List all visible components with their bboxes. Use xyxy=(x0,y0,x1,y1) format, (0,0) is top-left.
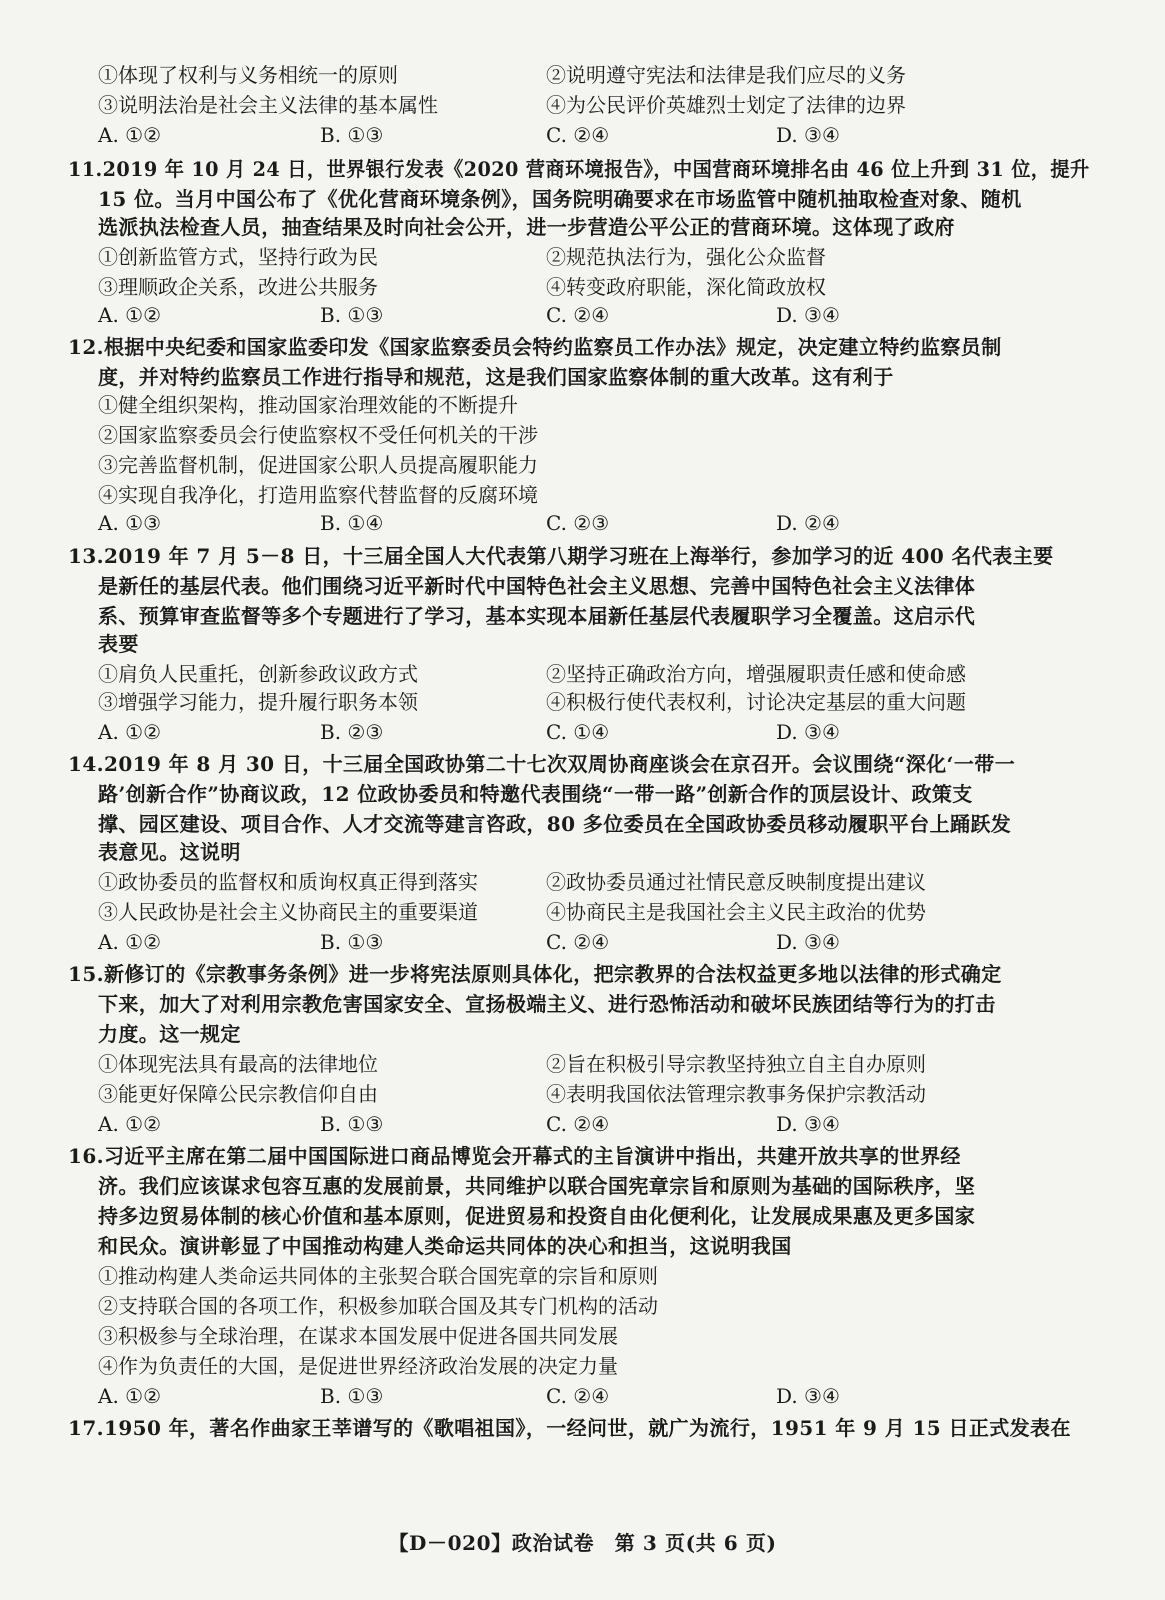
q12-stem-line-2: 度，并对特约监察员工作进行指导和规范，这是我们国家监察体制的重大改革。这有利于 xyxy=(98,365,894,389)
q14-option-2: ②政协委员通过社情民意反映制度提出建议 xyxy=(546,870,926,894)
q13-answer-d: D. ③④ xyxy=(776,720,840,744)
q15-answer-a: A. ①② xyxy=(98,1112,162,1136)
q17-stem-line-1: 17.1950 年，著名作曲家王莘谱写的《歌唱祖国》，一经问世，就广为流行，1951 年 9 月 15 日正式发表在 xyxy=(68,1416,1071,1440)
q11-stem-line-2: 15 位。当月中国公布了《优化营商环境条例》，国务院明确要求在市场监管中随机抽取检查对象、随机 xyxy=(98,187,1022,211)
q13-option-4: ④积极行使代表权利，讨论决定基层的重大问题 xyxy=(546,690,966,714)
q16-answer-a: A. ①② xyxy=(98,1384,162,1408)
q12-option-2: ②国家监察委员会行使监察权不受任何机关的干涉 xyxy=(98,423,538,447)
q11-option-2: ②规范执法行为，强化公众监督 xyxy=(546,245,826,269)
q11-answer-d: D. ③④ xyxy=(776,303,840,327)
q16-stem-line-3: 持多边贸易体制的核心价值和基本原则，促进贸易和投资自由化便利化，让发展成果惠及更多国家 xyxy=(98,1204,976,1228)
q16-option-2: ②支持联合国的各项工作，积极参加联合国及其专门机构的活动 xyxy=(98,1294,658,1318)
q10-answer-c: C. ②④ xyxy=(546,123,610,147)
q12-answer-c: C. ②③ xyxy=(546,511,610,535)
q13-stem-line-3: 系、预算审查监督等多个专题进行了学习，基本实现本届新任基层代表履职学习全覆盖。这启示代 xyxy=(98,604,976,628)
q11-option-1: ①创新监管方式，坚持行政为民 xyxy=(98,245,378,269)
q10-option-3: ③说明法治是社会主义法律的基本属性 xyxy=(98,93,438,117)
q14-stem-line-2: 路’创新合作”协商议政，12 位政协委员和特邀代表围绕“一带一路”创新合作的顶层设计、政策支 xyxy=(98,782,973,806)
q12-stem-line-1: 12.根据中央纪委和国家监委印发《国家监察委员会特约监察员工作办法》规定，决定建立特约监察员制 xyxy=(68,335,1002,359)
q16-stem-line-4: 和民众。演讲彰显了中国推动构建人类命运共同体的决心和担当，这说明我国 xyxy=(98,1234,792,1258)
q17-number: 17. xyxy=(68,1416,104,1440)
q13-stem-line-2: 是新任的基层代表。他们围绕习近平新时代中国特色社会主义思想、完善中国特色社会主义法律体 xyxy=(98,574,976,598)
q16-stem-line-1: 16.习近平主席在第二届中国国际进口商品博览会开幕式的主旨演讲中指出，共建开放共享的世界经 xyxy=(68,1144,961,1168)
q15-answer-b: B. ①③ xyxy=(320,1112,384,1136)
q14-answer-a: A. ①② xyxy=(98,930,162,954)
q11-answer-b: B. ①③ xyxy=(320,303,384,327)
q13-answer-a: A. ①② xyxy=(98,720,162,744)
q15-stem-line-3: 力度。这一规定 xyxy=(98,1022,241,1046)
q13-stem-line-1: 13.2019 年 7 月 5－8 日，十三届全国人大代表第八期学习班在上海举行，参加学习的近 400 名代表主要 xyxy=(68,544,1054,568)
q16-option-3: ③积极参与全球治理，在谋求本国发展中促进各国共同发展 xyxy=(98,1324,618,1348)
q12-option-3: ③完善监督机制，促进国家公职人员提高履职能力 xyxy=(98,453,538,477)
q10-option-1: ①体现了权利与义务相统一的原则 xyxy=(98,63,398,87)
q14-option-4: ④协商民主是我国社会主义民主政治的优势 xyxy=(546,900,926,924)
q11-answer-c: C. ②④ xyxy=(546,303,610,327)
q14-answer-d: D. ③④ xyxy=(776,930,840,954)
q14-stem-line-4: 表意见。这说明 xyxy=(98,840,241,864)
q15-stem-line-1: 15.新修订的《宗教事务条例》进一步将宪法原则具体化，把宗教界的合法权益更多地以法律的形式确定 xyxy=(68,962,1002,986)
q15-answer-d: D. ③④ xyxy=(776,1112,840,1136)
q12-answer-a: A. ①③ xyxy=(98,511,162,535)
q14-option-1: ①政协委员的监督权和质询权真正得到落实 xyxy=(98,870,478,894)
q16-option-4: ④作为负责任的大国，是促进世界经济政治发展的决定力量 xyxy=(98,1354,618,1378)
q11-number: 11. xyxy=(68,157,103,181)
q12-option-1: ①健全组织架构，推动国家治理效能的不断提升 xyxy=(98,393,518,417)
q16-option-1: ①推动构建人类命运共同体的主张契合联合国宪章的宗旨和原则 xyxy=(98,1264,658,1288)
q12-option-4: ④实现自我净化，打造用监察代替监督的反腐环境 xyxy=(98,483,538,507)
q15-number: 15. xyxy=(68,962,104,986)
q16-number: 16. xyxy=(68,1144,104,1168)
q14-answer-b: B. ①③ xyxy=(320,930,384,954)
q15-option-1: ①体现宪法具有最高的法律地位 xyxy=(98,1052,378,1076)
q13-option-3: ③增强学习能力，提升履行职务本领 xyxy=(98,690,418,714)
q12-answer-b: B. ①④ xyxy=(320,511,384,535)
q11-answer-a: A. ①② xyxy=(98,303,162,327)
q16-answer-c: C. ②④ xyxy=(546,1384,610,1408)
q13-stem-line-4: 表要 xyxy=(98,632,139,656)
q11-option-3: ③理顺政企关系，改进公共服务 xyxy=(98,275,378,299)
page-footer: 【D－020】政治试卷 第 3 页(共 6 页) xyxy=(388,1531,777,1555)
q15-stem-line-2: 下来，加大了对利用宗教危害国家安全、宣扬极端主义、进行恐怖活动和破坏民族团结等行为的打击 xyxy=(98,992,996,1016)
q14-option-3: ③人民政协是社会主义协商民主的重要渠道 xyxy=(98,900,478,924)
q12-number: 12. xyxy=(68,335,104,359)
q14-stem-line-3: 撑、园区建设、项目合作、人才交流等建言咨政，80 多位委员在全国政协委员移动履职平台上踊跃发 xyxy=(98,812,1012,836)
q11-stem-line-3: 选派执法检查人员，抽查结果及时向社会公开，进一步营造公平公正的营商环境。这体现了政府 xyxy=(98,215,955,239)
q13-option-1: ①肩负人民重托，创新参政议政方式 xyxy=(98,662,418,686)
q11-stem-line-1: 11.2019 年 10 月 24 日，世界银行发表《2020 营商环境报告》，中国营商环境排名由 46 位上升到 31 位，提升 xyxy=(68,157,1090,181)
q16-stem-line-2: 济。我们应该谋求包容互惠的发展前景，共同维护以联合国宪章宗旨和原则为基础的国际秩序，坚 xyxy=(98,1174,976,1198)
q10-option-4: ④为公民评价英雄烈士划定了法律的边界 xyxy=(546,93,906,117)
q15-option-3: ③能更好保障公民宗教信仰自由 xyxy=(98,1082,378,1106)
q13-number: 13. xyxy=(68,544,104,568)
q15-answer-c: C. ②④ xyxy=(546,1112,610,1136)
q15-option-4: ④表明我国依法管理宗教事务保护宗教活动 xyxy=(546,1082,926,1106)
q13-option-2: ②坚持正确政治方向，增强履职责任感和使命感 xyxy=(546,662,966,686)
q16-answer-d: D. ③④ xyxy=(776,1384,840,1408)
q14-answer-c: C. ②④ xyxy=(546,930,610,954)
q14-stem-line-1: 14.2019 年 8 月 30 日，十三届全国政协第二十七次双周协商座谈会在京召开。会议围绕“深化‘一带一 xyxy=(68,752,1016,776)
q11-option-4: ④转变政府职能，深化简政放权 xyxy=(546,275,826,299)
q16-answer-b: B. ①③ xyxy=(320,1384,384,1408)
q10-answer-d: D. ③④ xyxy=(776,123,840,147)
q10-answer-b: B. ①③ xyxy=(320,123,384,147)
q13-answer-b: B. ②③ xyxy=(320,720,384,744)
q15-option-2: ②旨在积极引导宗教坚持独立自主自办原则 xyxy=(546,1052,926,1076)
q10-answer-a: A. ①② xyxy=(98,123,162,147)
q12-answer-d: D. ②④ xyxy=(776,511,840,535)
q13-answer-c: C. ①④ xyxy=(546,720,610,744)
q14-number: 14. xyxy=(68,752,104,776)
q10-option-2: ②说明遵守宪法和法律是我们应尽的义务 xyxy=(546,63,906,87)
